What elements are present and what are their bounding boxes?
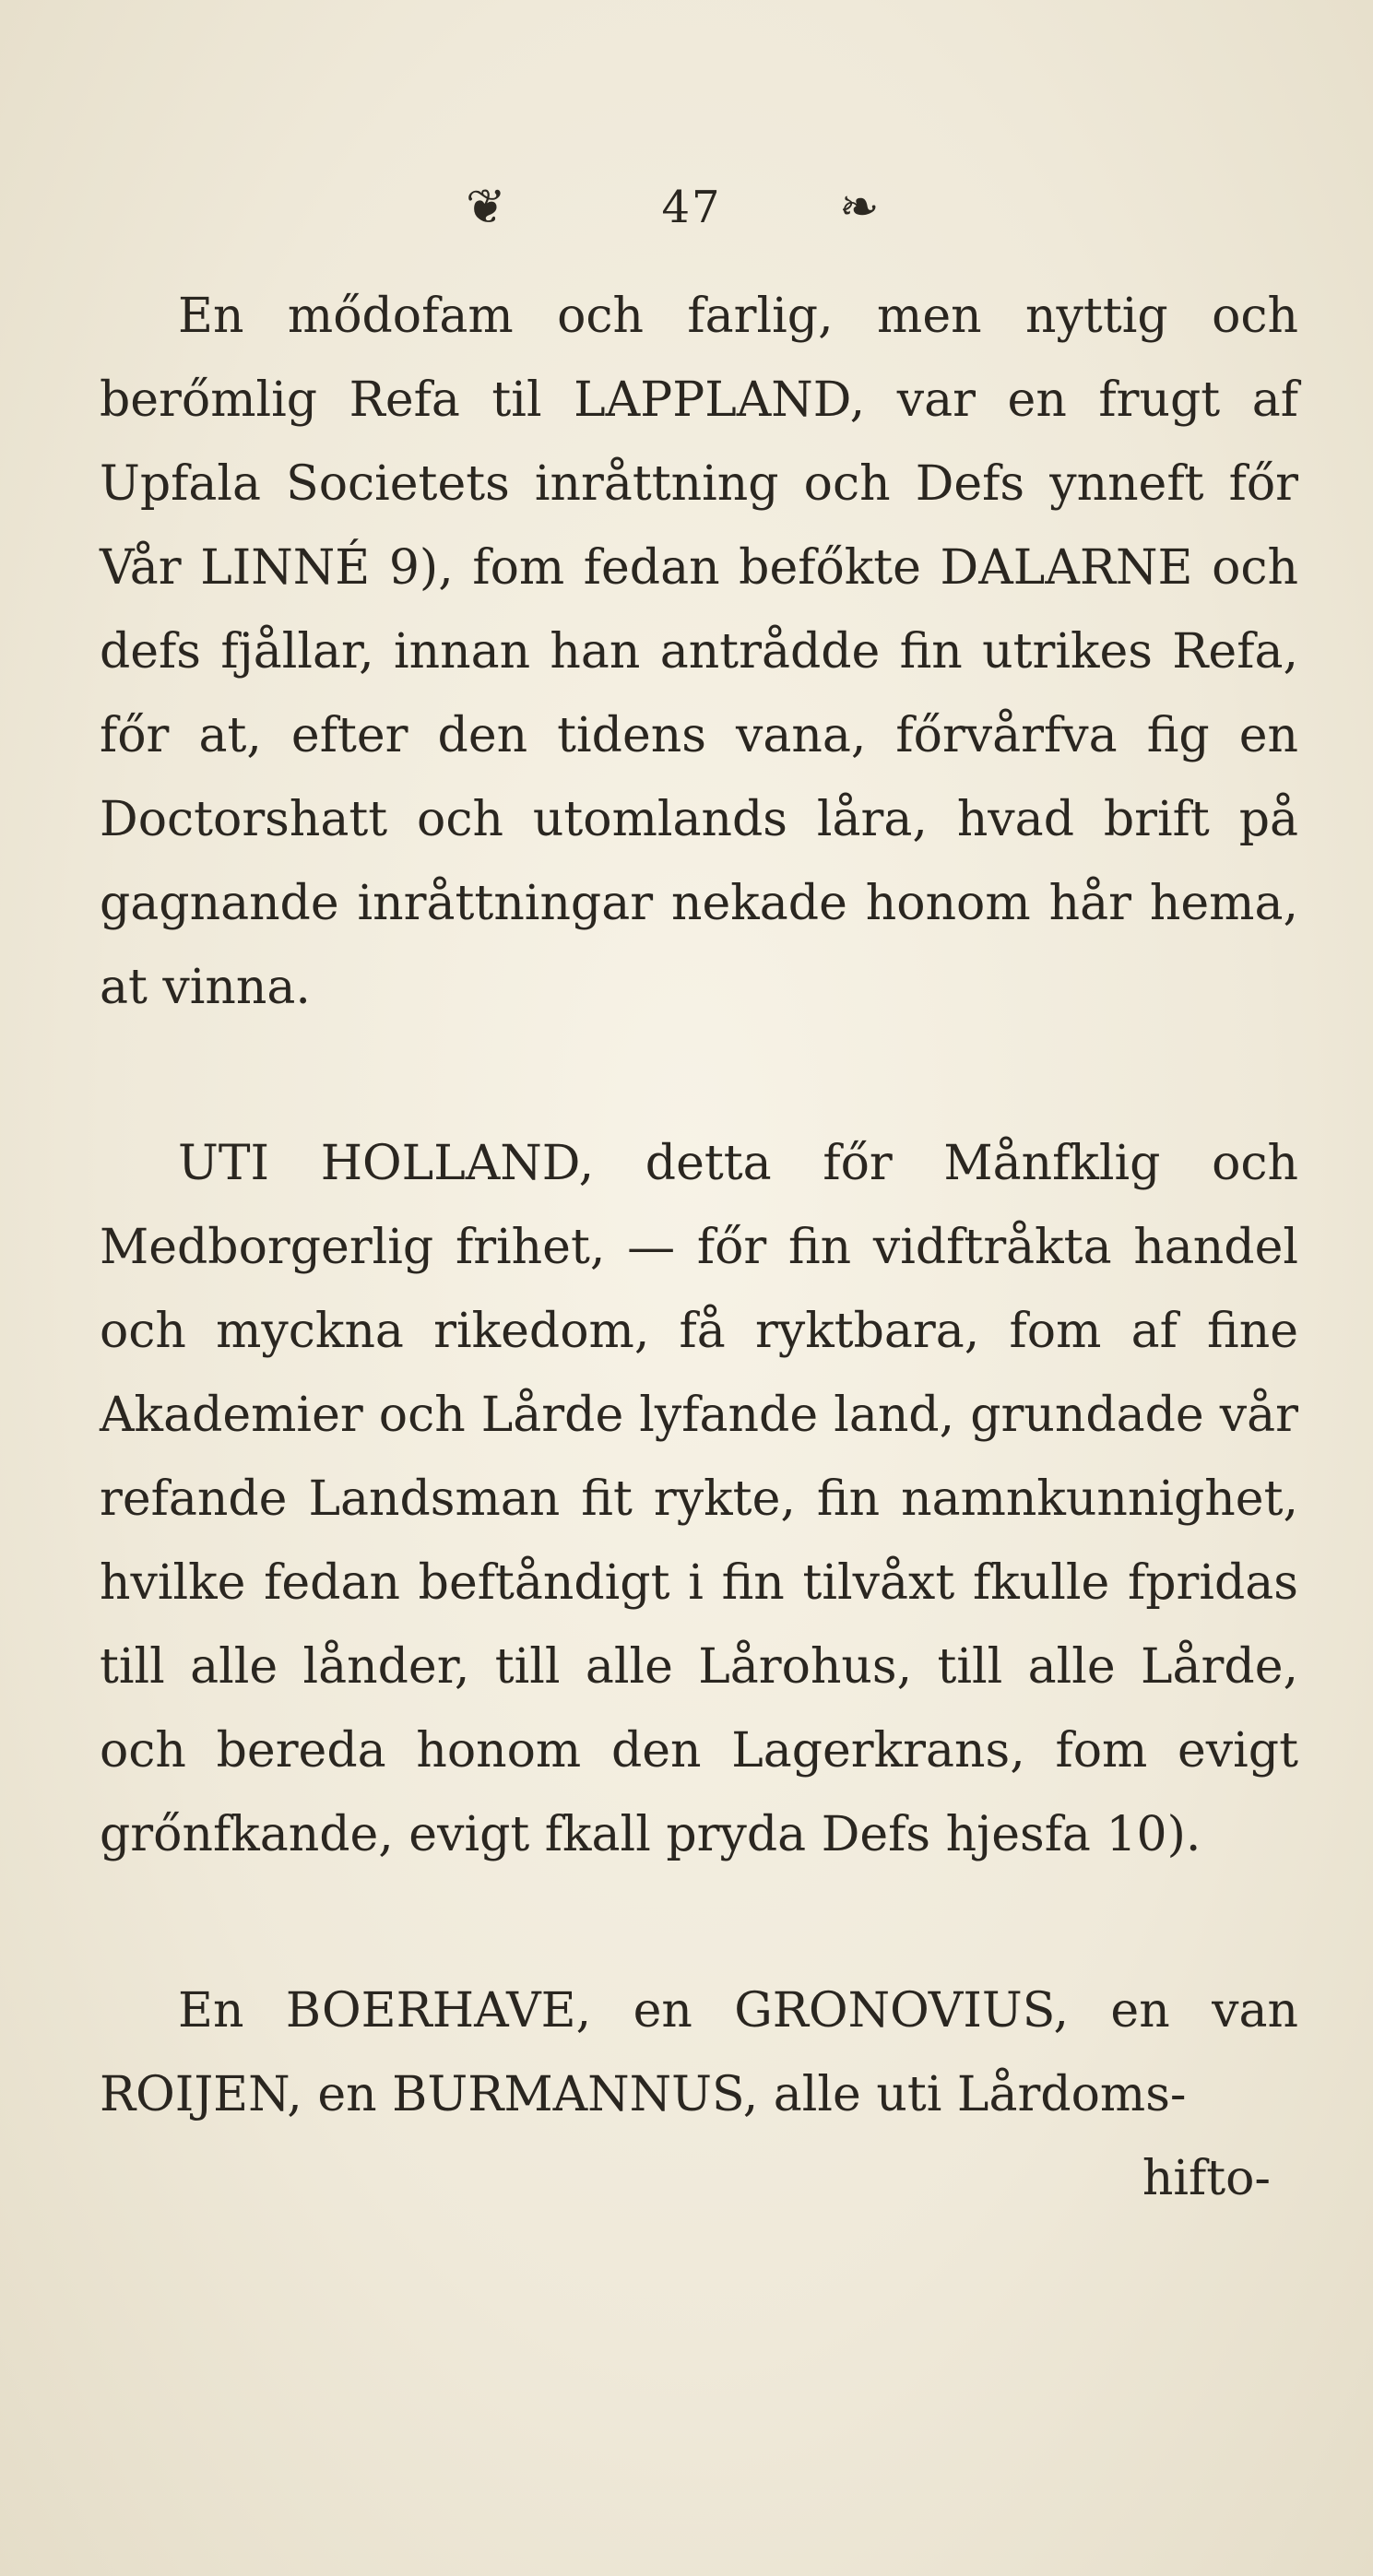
paragraph-gap bbox=[100, 1030, 1298, 1122]
page-header bbox=[0, 171, 1373, 244]
page-number: 47 bbox=[661, 182, 722, 233]
paragraph-1 bbox=[100, 275, 1298, 1030]
paragraph-text: En BOERHAVE, en GRONOVIUS, en van ROIJEN, en BURMANNUS, alle uti Lårdoms- bbox=[100, 1983, 1298, 2122]
paragraph-gap bbox=[100, 1877, 1298, 1969]
paragraph-text: UTI HOLLAND, detta főr Månfklig och Medborgerlig frihet, — főr fin vidftråkta handel och myckna rikedom, få ryktbara, fom af fine Akademier och Lårde lyfande land, grundade vår refande Landsman fit rykte, fin namnkunnighet, hvilke fedan beftåndigt i fin tilvåxt fkulle fpridas till alle lånder, till alle Lårohus, till alle Lårde, och bereda honom den Lagerkrans, fom evigt grőnfkande, evigt fkall pryda Defs hjesfa 10). bbox=[100, 1136, 1298, 1862]
ornament-left-icon: ❦ bbox=[466, 180, 506, 235]
paragraph-2 bbox=[100, 1122, 1298, 1877]
paragraph-3 bbox=[100, 1969, 1298, 2137]
body-text bbox=[100, 275, 1298, 2221]
catchword: hifto- bbox=[1142, 2151, 1271, 2206]
paragraph-text: En mődofam och farlig, men nyttig och berőmlig Refa til LAPPLAND, var en frugt af Upfala Societets inråttning och Defs ynneft főr Vår LINNÉ 9), fom fedan befőkte DALARNE och defs fjållar, innan han antrådde fin utrikes Refa, főr at, efter den tidens vana, főrvårfva fig en Doctorshatt och utomlands låra, hvad brift på gagnande inråttningar nekade honom hår hema, at vinna. bbox=[100, 289, 1298, 1015]
ornament-right-icon: ❧ bbox=[839, 180, 880, 235]
